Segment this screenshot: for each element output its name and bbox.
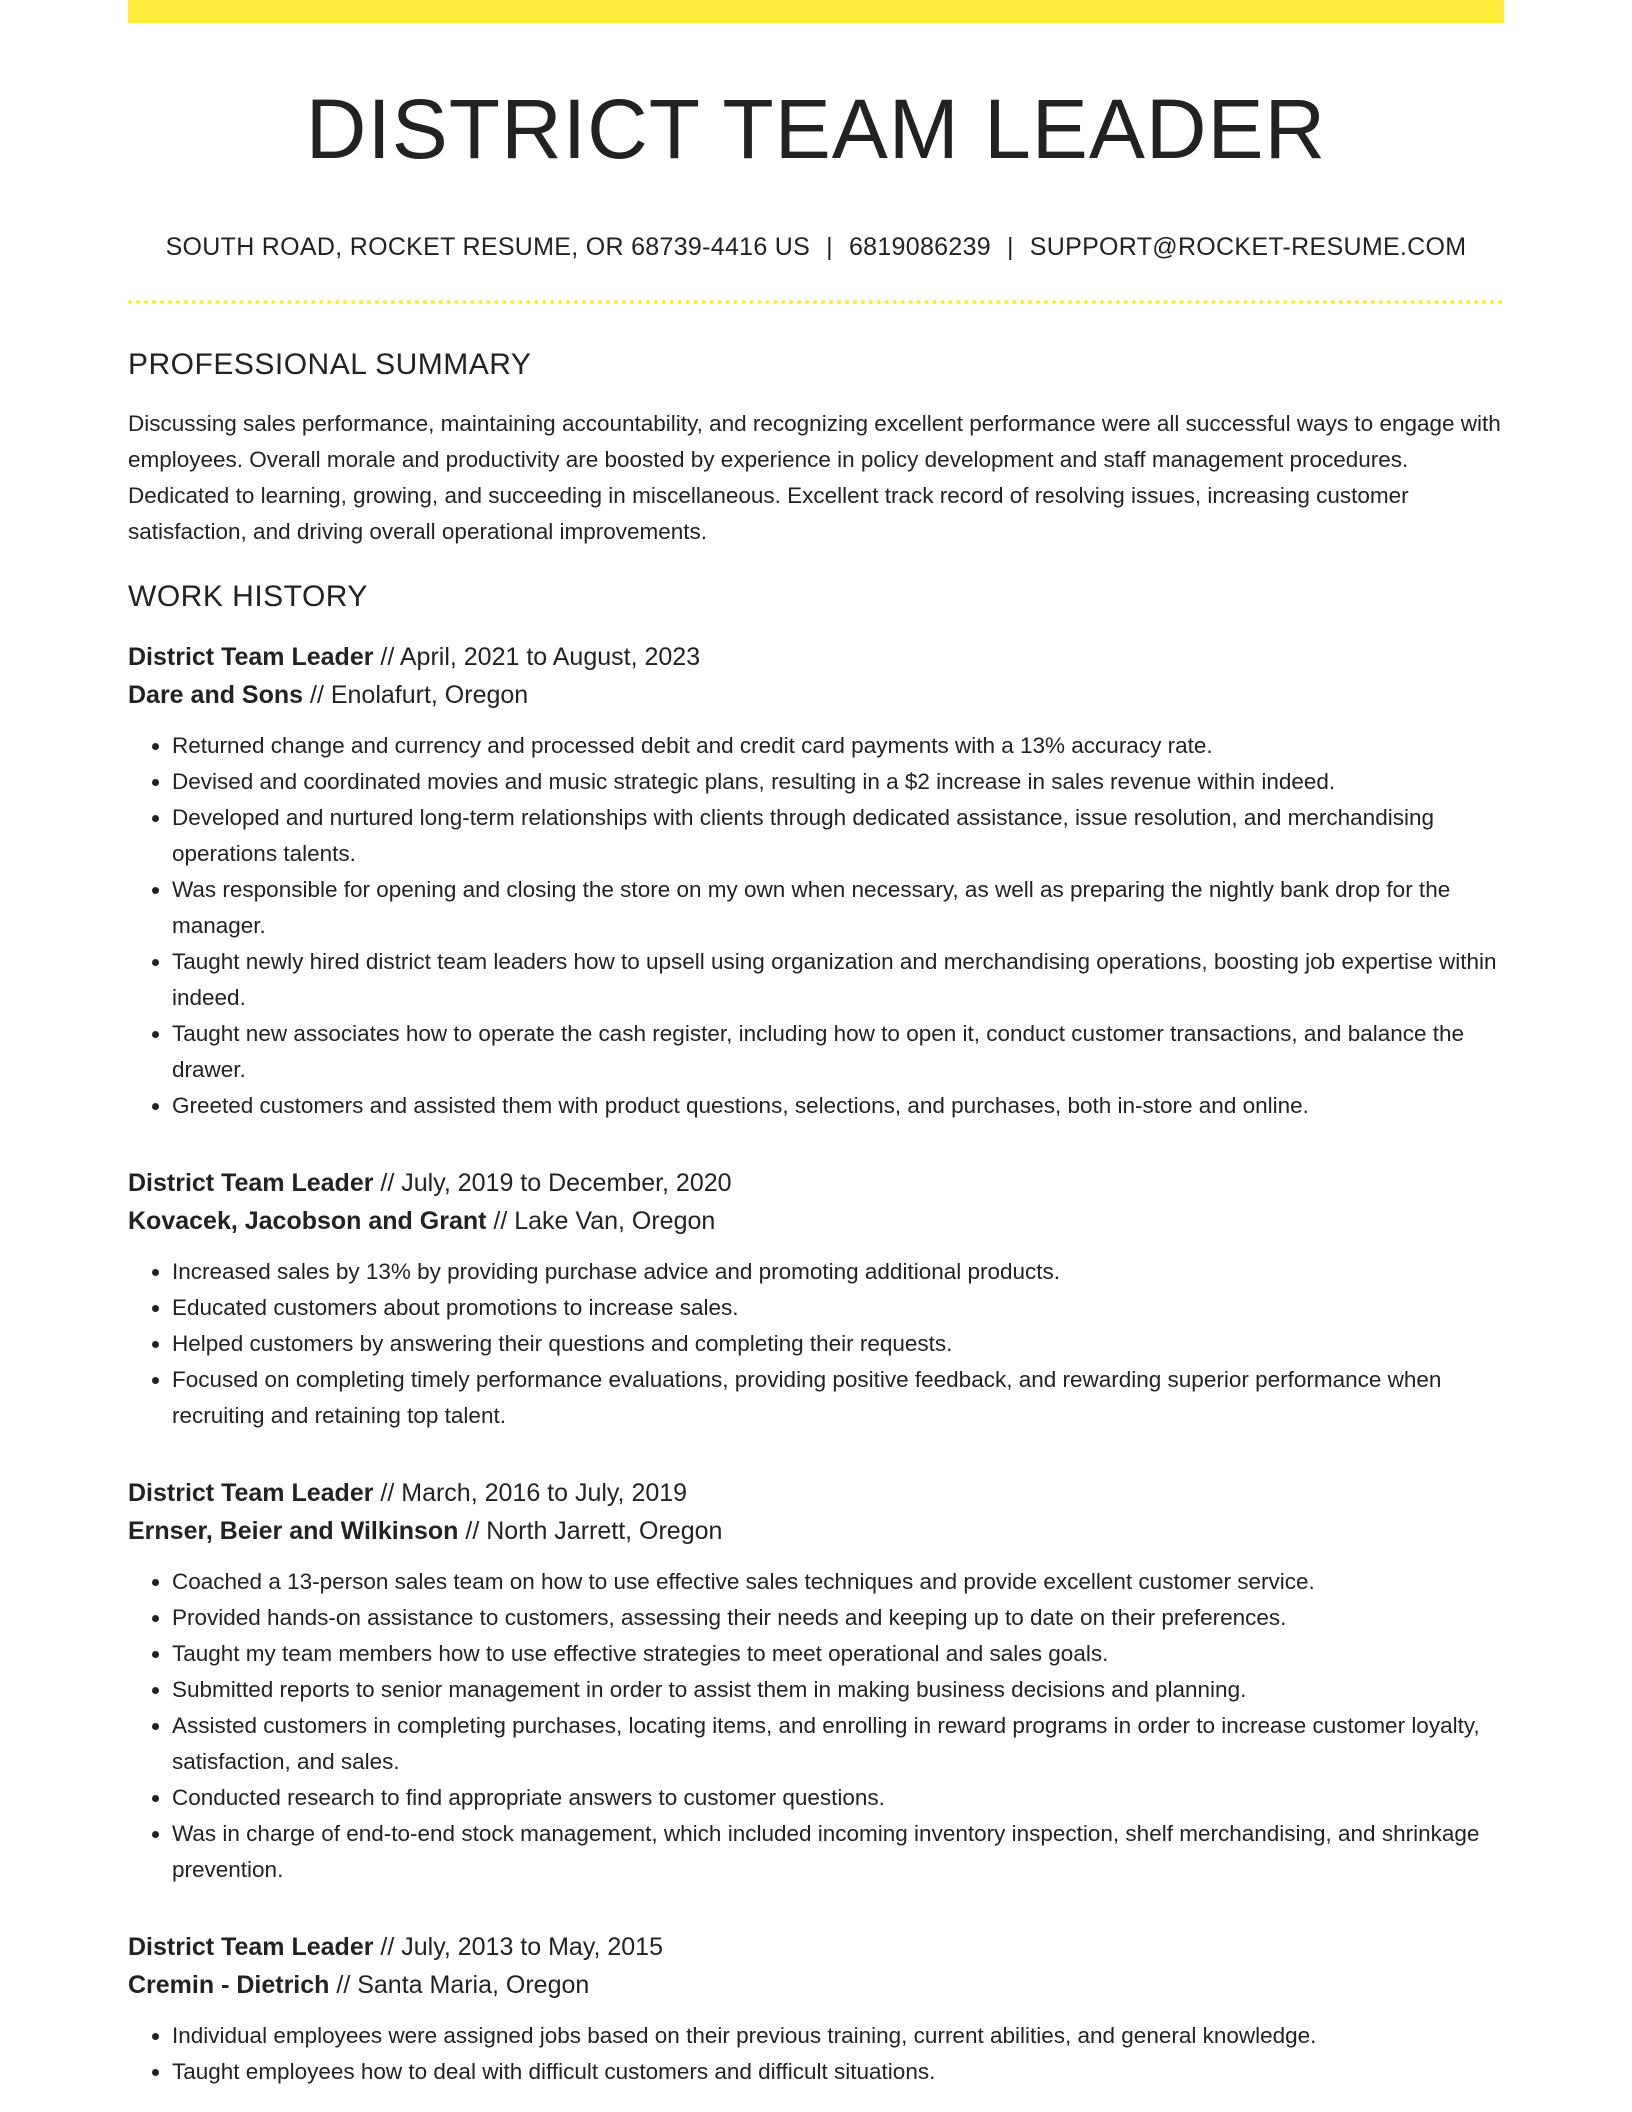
contact-separator: | (1006, 233, 1014, 262)
job-title: District Team Leader (128, 643, 374, 672)
list-item: • Taught newly hired district team leaders how to upsell using organization and merchandising operations, boosting job expertise within indeed. (172, 944, 1504, 1016)
list-item: • Focused on completing timely performance evaluations, providing positive feedback, and rewarding superior performance when recruiting and retaining top talent. (172, 1362, 1504, 1434)
job-title-line (128, 1164, 1504, 1202)
job-title: District Team Leader (128, 1169, 374, 1198)
job-company-line (128, 1512, 1504, 1550)
job-dates: // July, 2013 to May, 2015 (373, 1933, 663, 1962)
list-item: • Taught new associates how to operate the cash register, including how to open it, conduct customer transactions, and balance the drawer. (172, 1016, 1504, 1088)
job-company: Dare and Sons (128, 681, 304, 710)
contact-email[interactable]: SUPPORT@ROCKET-RESUME.COM (1029, 233, 1467, 262)
job-bullets (128, 728, 1504, 1124)
job-dates: // July, 2019 to December, 2020 (373, 1169, 732, 1198)
job-bullets (128, 2018, 1504, 2090)
list-item: • Individual employees were assigned jobs based on their previous training, current abilities, and general knowledge. (172, 2018, 1504, 2054)
accent-bar (128, 0, 1504, 23)
job-location: // Lake Van, Oregon (486, 1207, 716, 1236)
summary-text: Discussing sales performance, maintaining accountability, and recognizing excellent performance were all successful ways to engage with employees. Overall morale and productivity are boosted by experience in policy development and staff management procedures. Dedicated to learning, growing, and succeeding in miscellaneous. Excellent track record of resolving issues, increasing customer satisfaction, and driving overall operational improvements. (128, 411, 1501, 545)
job-company: Cremin - Dietrich (128, 1971, 330, 2000)
job-title: District Team Leader (128, 1479, 374, 1508)
list-item: • Taught employees how to deal with difficult customers and difficult situations. (172, 2054, 1504, 2090)
list-item: • Assisted customers in completing purchases, locating items, and enrolling in reward programs in order to increase customer loyalty, satisfaction, and sales. (172, 1708, 1504, 1780)
list-item: • Helped customers by answering their questions and completing their requests. (172, 1326, 1504, 1362)
job-bullets (128, 1254, 1504, 1434)
job-title-line (128, 638, 1504, 676)
contact-address: SOUTH ROAD, ROCKET RESUME, OR 68739-4416 US (165, 233, 811, 262)
resume-page (128, 0, 1504, 2090)
work-history-list (128, 638, 1504, 2090)
job-company-line (128, 1202, 1504, 1240)
job-location: // Santa Maria, Oregon (329, 1971, 590, 2000)
job-location: // North Jarrett, Oregon (458, 1517, 723, 1546)
job-company-line (128, 676, 1504, 714)
list-item: • Provided hands-on assistance to customers, assessing their needs and keeping up to date on their preferences. (172, 1600, 1504, 1636)
list-item: • Submitted reports to senior management in order to assist them in making business decisions and planning. (172, 1672, 1504, 1708)
contact-separator: | (826, 233, 833, 262)
job-company: Ernser, Beier and Wilkinson (128, 1517, 459, 1546)
job-entry (128, 1928, 1504, 2090)
page-title: DISTRICT TEAM LEADER (305, 82, 1327, 176)
list-item: • Educated customers about promotions to increase sales. (172, 1290, 1504, 1326)
list-item: • Conducted research to find appropriate answers to customer questions. (172, 1780, 1504, 1816)
job-company-line (128, 1966, 1504, 2004)
list-item: • Developed and nurtured long-term relationships with clients through dedicated assistance, issue resolution, and merchandising operations talents. (172, 800, 1504, 872)
list-item: • Increased sales by 13% by providing purchase advice and promoting additional products. (172, 1254, 1504, 1290)
job-location: // Enolafurt, Oregon (303, 681, 529, 710)
list-item: • Coached a 13-person sales team on how to use effective sales techniques and provide excellent customer service. (172, 1564, 1504, 1600)
summary-heading: PROFESSIONAL SUMMARY (128, 348, 532, 382)
list-item: • Devised and coordinated movies and music strategic plans, resulting in a $2 increase in sales revenue within indeed. (172, 764, 1504, 800)
job-dates: // March, 2016 to July, 2019 (373, 1479, 688, 1508)
contact-phone[interactable]: 6819086239 (848, 233, 991, 262)
job-title: District Team Leader (128, 1933, 374, 1962)
list-item: • Was in charge of end-to-end stock management, which included incoming inventory inspection, shelf merchandising, and shrinkage prevention. (172, 1816, 1504, 1888)
contact-line (128, 233, 1504, 262)
work-history-heading: WORK HISTORY (128, 580, 368, 614)
job-company: Kovacek, Jacobson and Grant (128, 1207, 487, 1236)
job-bullets (128, 1564, 1504, 1888)
job-entry (128, 1164, 1504, 1434)
job-entry (128, 638, 1504, 1124)
job-title-line (128, 1474, 1504, 1512)
dotted-divider (128, 300, 1504, 304)
job-title-line (128, 1928, 1504, 1966)
list-item: • Taught my team members how to use effective strategies to meet operational and sales goals. (172, 1636, 1504, 1672)
job-dates: // April, 2021 to August, 2023 (373, 643, 701, 672)
list-item: • Returned change and currency and processed debit and credit card payments with a 13% accuracy rate. (172, 728, 1504, 764)
list-item: • Was responsible for opening and closing the store on my own when necessary, as well as preparing the nightly bank drop for the manager. (172, 872, 1504, 944)
list-item: • Greeted customers and assisted them with product questions, selections, and purchases, both in-store and online. (172, 1088, 1504, 1124)
job-entry (128, 1474, 1504, 1888)
